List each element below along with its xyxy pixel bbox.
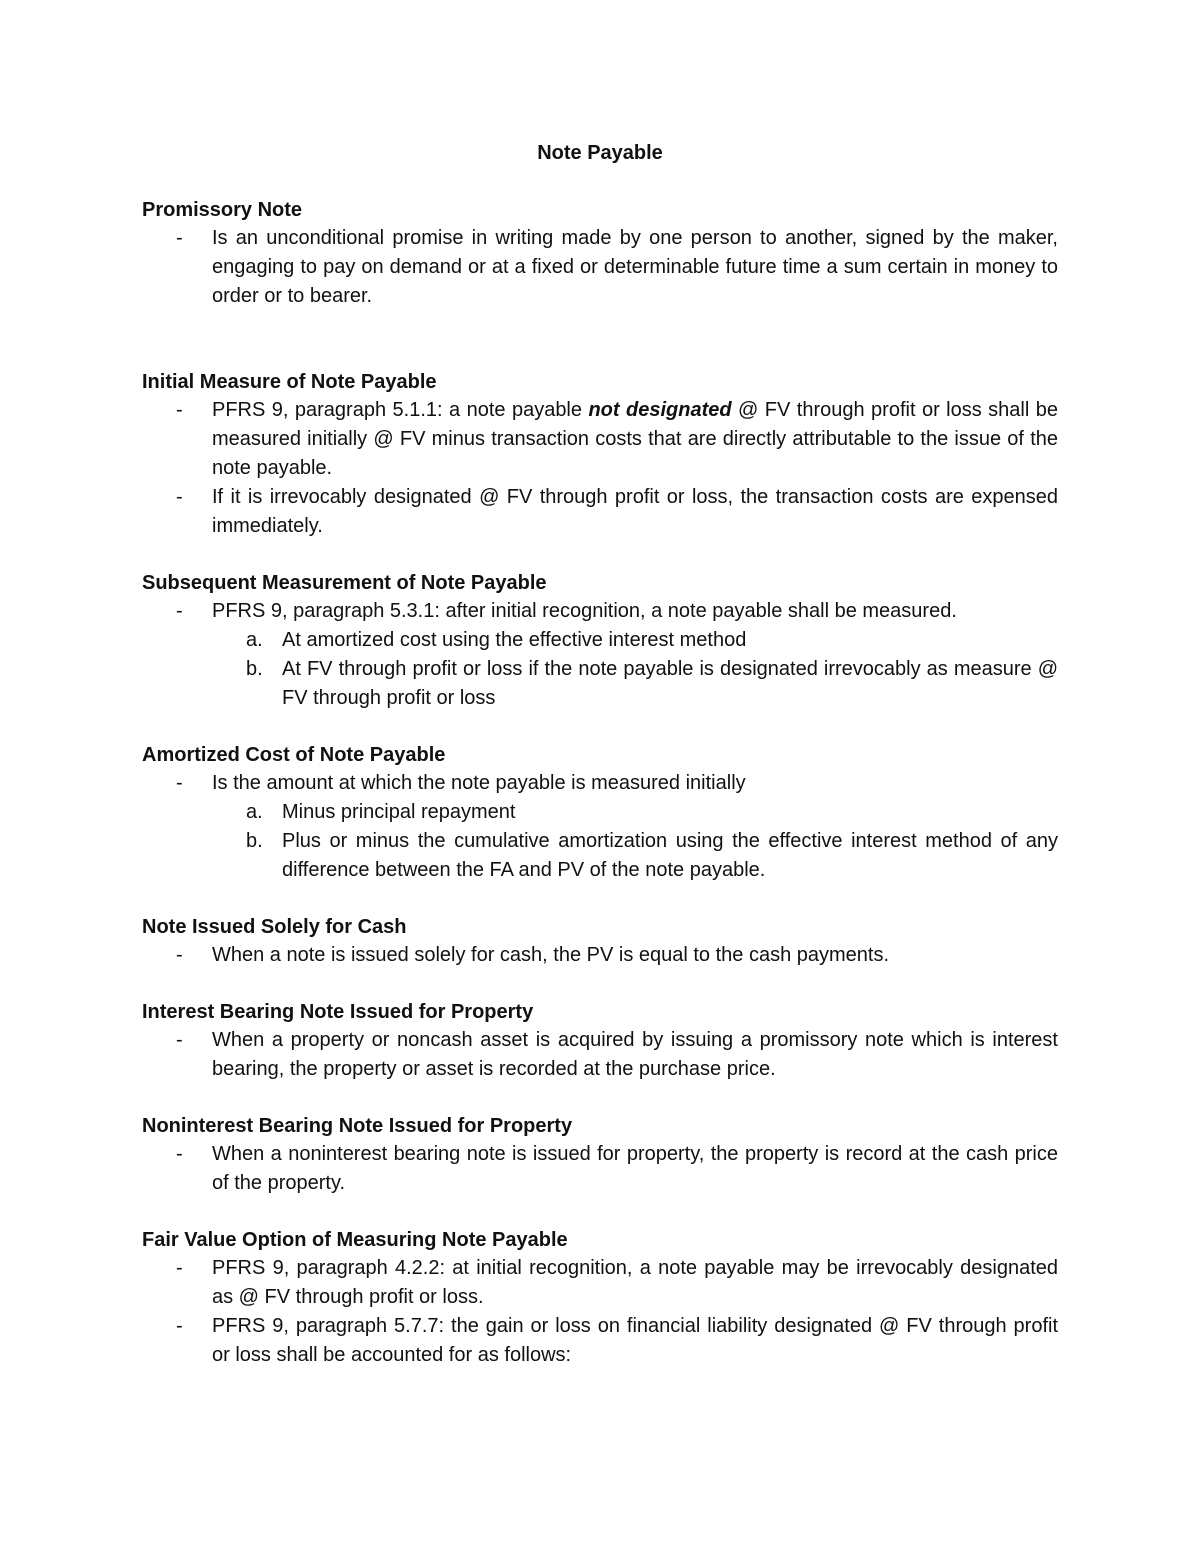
dash-marker: - [176,1029,183,1051]
section-heading: Promissory Note [142,199,303,221]
dash-marker: - [176,227,183,249]
bullet-text: Is an unconditional promise in writing made by one person to another, signed by the maker, engaging to pay on demand or at a fixed or determinable future time a sum certain in money to order or to bearer. [212,227,1058,307]
bullet-item [142,769,1058,798]
section-initial-measure [142,368,1058,541]
sub-item [142,655,1058,713]
section-heading: Interest Bearing Note Issued for Property [142,1001,534,1023]
document-page [142,138,1058,1398]
section-heading: Note Issued Solely for Cash [142,916,407,938]
bullet-text: PFRS 9, paragraph 4.2.2: at initial recognition, a note payable may be irrevocably designated as @ FV through profit or loss. [212,1257,1058,1308]
bullet-item [142,597,1058,626]
dash-marker: - [176,399,183,421]
section-heading: Subsequent Measurement of Note Payable [142,572,547,594]
dash-marker: - [176,600,183,622]
bullet-text: PFRS 9, paragraph 5.7.7: the gain or loss on financial liability designated @ FV through profit or loss shall be accounted for as follows: [212,1315,1058,1366]
section-interest-bearing-note [142,998,1058,1084]
bullet-item [142,1140,1058,1198]
sub-text: At amortized cost using the effective interest method [282,629,747,651]
sub-text: Plus or minus the cumulative amortization using the effective interest method of any difference between the FA and PV of the note payable. [282,830,1058,881]
sub-item [142,798,1058,827]
section-note-issued-cash [142,913,1058,970]
dash-marker: - [176,772,183,794]
bullet-text-continued: @ FV through profit or loss shall be measured initially @ FV minus transaction costs that are directly attributable to the issue of the note payable. [212,399,1058,479]
section-promissory-note [142,196,1058,311]
section-noninterest-bearing-note [142,1112,1058,1198]
section-subsequent-measurement [142,569,1058,713]
sub-text: Minus principal repayment [282,801,516,823]
bullet-item [142,1026,1058,1084]
sub-marker: b. [246,658,263,680]
dash-marker: - [176,486,183,508]
bullet-item [142,1254,1058,1312]
dash-marker: - [176,944,183,966]
section-heading: Noninterest Bearing Note Issued for Property [142,1115,573,1137]
bullet-item [142,483,1058,541]
bullet-text: When a property or noncash asset is acquired by issuing a promissory note which is interest bearing, the property or asset is recorded at the purchase price. [212,1029,1058,1080]
dash-marker: - [176,1257,183,1279]
bullet-text: PFRS 9, paragraph 5.3.1: after initial recognition, a note payable shall be measured. [212,600,957,622]
bullet-item [142,396,1058,483]
emphasis-text: not designated [588,399,732,421]
bullet-item [142,941,1058,970]
section-heading: Fair Value Option of Measuring Note Payable [142,1229,568,1251]
page-title: Note Payable [537,142,663,164]
bullet-text: When a note is issued solely for cash, the PV is equal to the cash payments. [212,944,890,966]
sub-marker: b. [246,830,263,852]
bullet-item [142,1312,1058,1370]
section-heading: Initial Measure of Note Payable [142,371,437,393]
bullet-item [142,224,1058,311]
bullet-text: If it is irrevocably designated @ FV through profit or loss, the transaction costs are expensed immediately. [212,486,1058,537]
dash-marker: - [176,1315,183,1337]
sub-item [142,827,1058,885]
sub-item [142,626,1058,655]
sub-marker: a. [246,801,263,823]
sub-text: At FV through profit or loss if the note payable is designated irrevocably as measure @ FV through profit or loss [282,658,1058,709]
section-heading: Amortized Cost of Note Payable [142,744,446,766]
sub-marker: a. [246,629,263,651]
section-amortized-cost [142,741,1058,885]
bullet-text: When a noninterest bearing note is issued for property, the property is record at the cash price of the property. [212,1143,1058,1194]
dash-marker: - [176,1143,183,1165]
bullet-text: PFRS 9, paragraph 5.1.1: a note payable [212,399,589,421]
section-fair-value-option [142,1226,1058,1370]
bullet-text: Is the amount at which the note payable is measured initially [212,772,746,794]
